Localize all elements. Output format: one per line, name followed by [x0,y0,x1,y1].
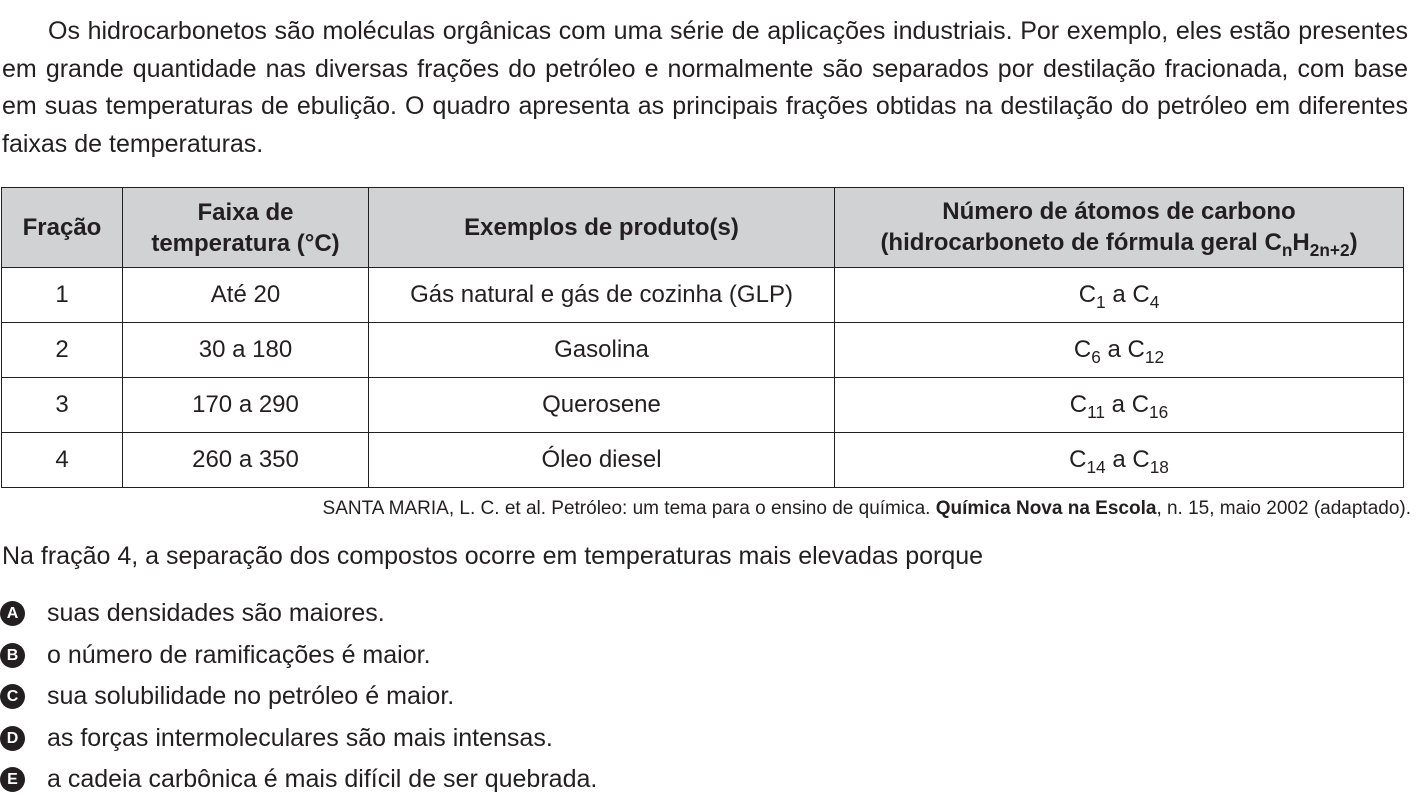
option-text: o número de ramificações é maior. [47,640,431,669]
temperature-cell: Até 20 [123,268,369,323]
carbon-text: C [1069,445,1087,473]
carbon-text: C [1069,390,1088,418]
temperature-cell: 170 a 290 [123,378,369,433]
temperature-cell: 260 a 350 [123,433,369,488]
table-row [2,323,1404,378]
header-temperature [123,188,369,268]
header-fraction: Fração [2,188,123,268]
carbon-text: a [1105,445,1133,473]
header-products: Exemplos de produto(s) [369,188,835,268]
products-cell: Querosene [369,378,835,433]
option-letter-badge: E [0,767,25,792]
intro-paragraph: Os hidrocarbonetos são moléculas orgânicas com uma série de aplicações industriais. Por exemplo, eles estão presentes em grande quantidade nas diversas frações do petróleo e normalmente são separados por destilação fracionada, com base em suas temperaturas de ebulição. O quadro apresenta as principais frações obtidas na destilação do petróleo em diferentes faixas de temperaturas. [2,17,1408,158]
option-b[interactable] [0,635,597,677]
petroleum-fractions-table [1,187,1404,488]
products-cell: Gasolina [369,323,835,378]
carbon-subscript: 6 [1091,346,1101,367]
carbon-text: C [1132,445,1150,473]
fraction-cell: 3 [2,378,123,433]
formula-subscript-n: n [1281,239,1293,260]
option-text: as forças intermoleculares são mais intensas. [47,723,553,752]
option-letter-badge: D [0,726,25,751]
carbon-range-cell [835,323,1404,378]
formula-subscript-2n2: 2n+2 [1309,239,1350,260]
carbon-subscript: 12 [1144,346,1165,367]
carbon-text: a [1105,390,1132,418]
header-temperature-line1: Faixa de [197,198,294,226]
carbon-range-cell [835,378,1404,433]
temperature-cell: 30 a 180 [123,323,369,378]
option-a[interactable] [0,593,597,635]
option-letter-badge: A [0,601,25,626]
option-text: sua solubilidade no petróleo é maior. [47,682,455,711]
option-letter-badge: B [0,643,25,668]
option-letter-badge: C [0,684,25,709]
carbon-subscript: 11 [1087,401,1106,422]
source-citation: SANTA MARIA, L. C. et al. Petróleo: um tema para o ensino de química. Química Nova na Escola, n. 15, maio 2002 (adaptado). [322,498,1411,519]
products-cell: Gás natural e gás de cozinha (GLP) [369,268,835,323]
carbon-text: C [1132,280,1150,308]
header-temperature-line2: temperatura (°C) [151,229,340,257]
option-e[interactable] [0,759,597,801]
carbon-range-cell [835,268,1404,323]
option-d[interactable] [0,718,597,760]
answer-options [0,593,597,801]
header-carbon-atoms [835,188,1404,268]
journal-name: Química Nova na Escola [935,498,1157,519]
carbon-text: C [1078,280,1097,308]
carbon-subscript: 14 [1086,456,1106,477]
table-row [2,378,1404,433]
products-cell: Óleo diesel [369,433,835,488]
option-text: a cadeia carbônica é mais difícil de ser quebrada. [47,765,598,794]
header-carbon-line1: Número de átomos de carbono [942,197,1296,225]
table-row [2,268,1404,323]
header-carbon-line2: (hidrocarboneto de fórmula geral $C_nH_{2n+2}$) [880,228,1358,260]
carbon-subscript: 16 [1149,401,1169,422]
table-row [2,433,1404,488]
carbon-text: C [1073,335,1092,363]
carbon-text: C [1131,390,1150,418]
question-stem: Na fração 4, a separação dos compostos ocorre em temperaturas mais elevadas porque [2,542,984,570]
carbon-text: C [1127,335,1145,363]
carbon-subscript: 18 [1149,456,1169,477]
fraction-cell: 2 [2,323,123,378]
carbon-range-cell [835,433,1404,488]
carbon-text: a [1100,335,1128,363]
option-c[interactable] [0,676,597,718]
fraction-cell: 1 [2,268,123,323]
carbon-subscript: 1 [1096,291,1106,312]
table-header-row [2,188,1404,268]
carbon-subscript: 4 [1149,291,1160,312]
fraction-cell: 4 [2,433,123,488]
carbon-text: a [1105,280,1133,308]
option-text: suas densidades são maiores. [47,599,385,628]
